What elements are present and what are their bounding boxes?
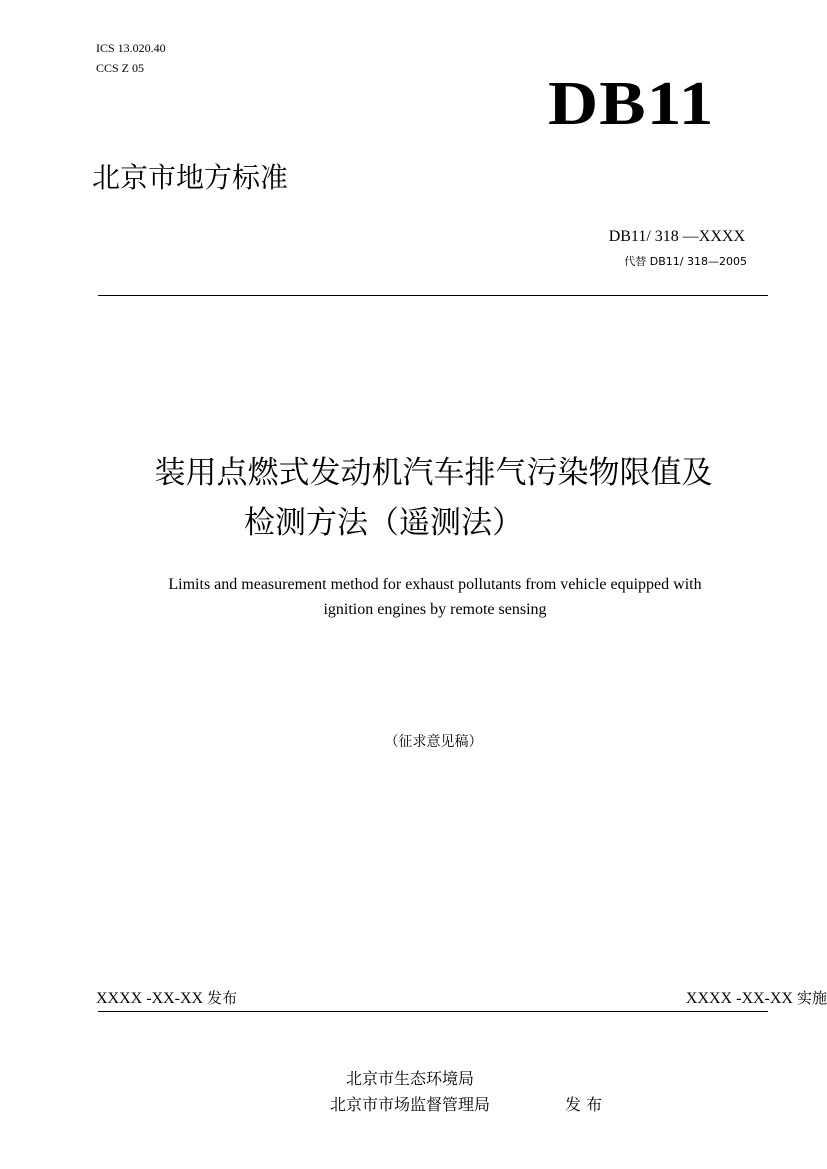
issuer-ecology-bureau: 北京市生态环境局 [346, 1069, 475, 1088]
issue-date-value: XXXX -XX-XX [96, 990, 204, 1007]
ccs-code: CCS Z 05 [96, 61, 145, 75]
title-chinese-line-2: 检测方法（遥测法） [244, 505, 523, 541]
draft-status: （征求意见稿） [384, 734, 483, 750]
standard-category: 北京市地方标准 [92, 161, 289, 194]
title-chinese [60, 448, 807, 548]
publish-label: 发 布 [565, 1095, 603, 1114]
issue-date [96, 987, 237, 1010]
effective-date-value: XXXX -XX-XX [685, 990, 793, 1007]
replaces-standard: 代替 DB11/ 318—2005 [624, 255, 747, 268]
title-chinese-line-1: 装用点燃式发动机汽车排气污染物限值及 [154, 455, 713, 491]
title-english-line-1: Limits and measurement method for exhaust pollutants from vehicle equipped with [168, 576, 702, 593]
title-english [90, 572, 780, 622]
ics-code: ICS 13.020.40 [96, 41, 166, 55]
issue-label: 发布 [207, 989, 238, 1007]
standard-number: DB11/ 318 —XXXX [608, 228, 745, 245]
top-divider [98, 295, 768, 296]
db11-logo: DB11 [548, 70, 715, 138]
effective-label: 实施 [796, 989, 827, 1007]
title-english-line-2: ignition engines by remote sensing [323, 601, 547, 618]
issuer-market-bureau: 北京市市场监督管理局 [330, 1095, 491, 1114]
effective-date [686, 987, 827, 1010]
bottom-divider [98, 1011, 768, 1012]
